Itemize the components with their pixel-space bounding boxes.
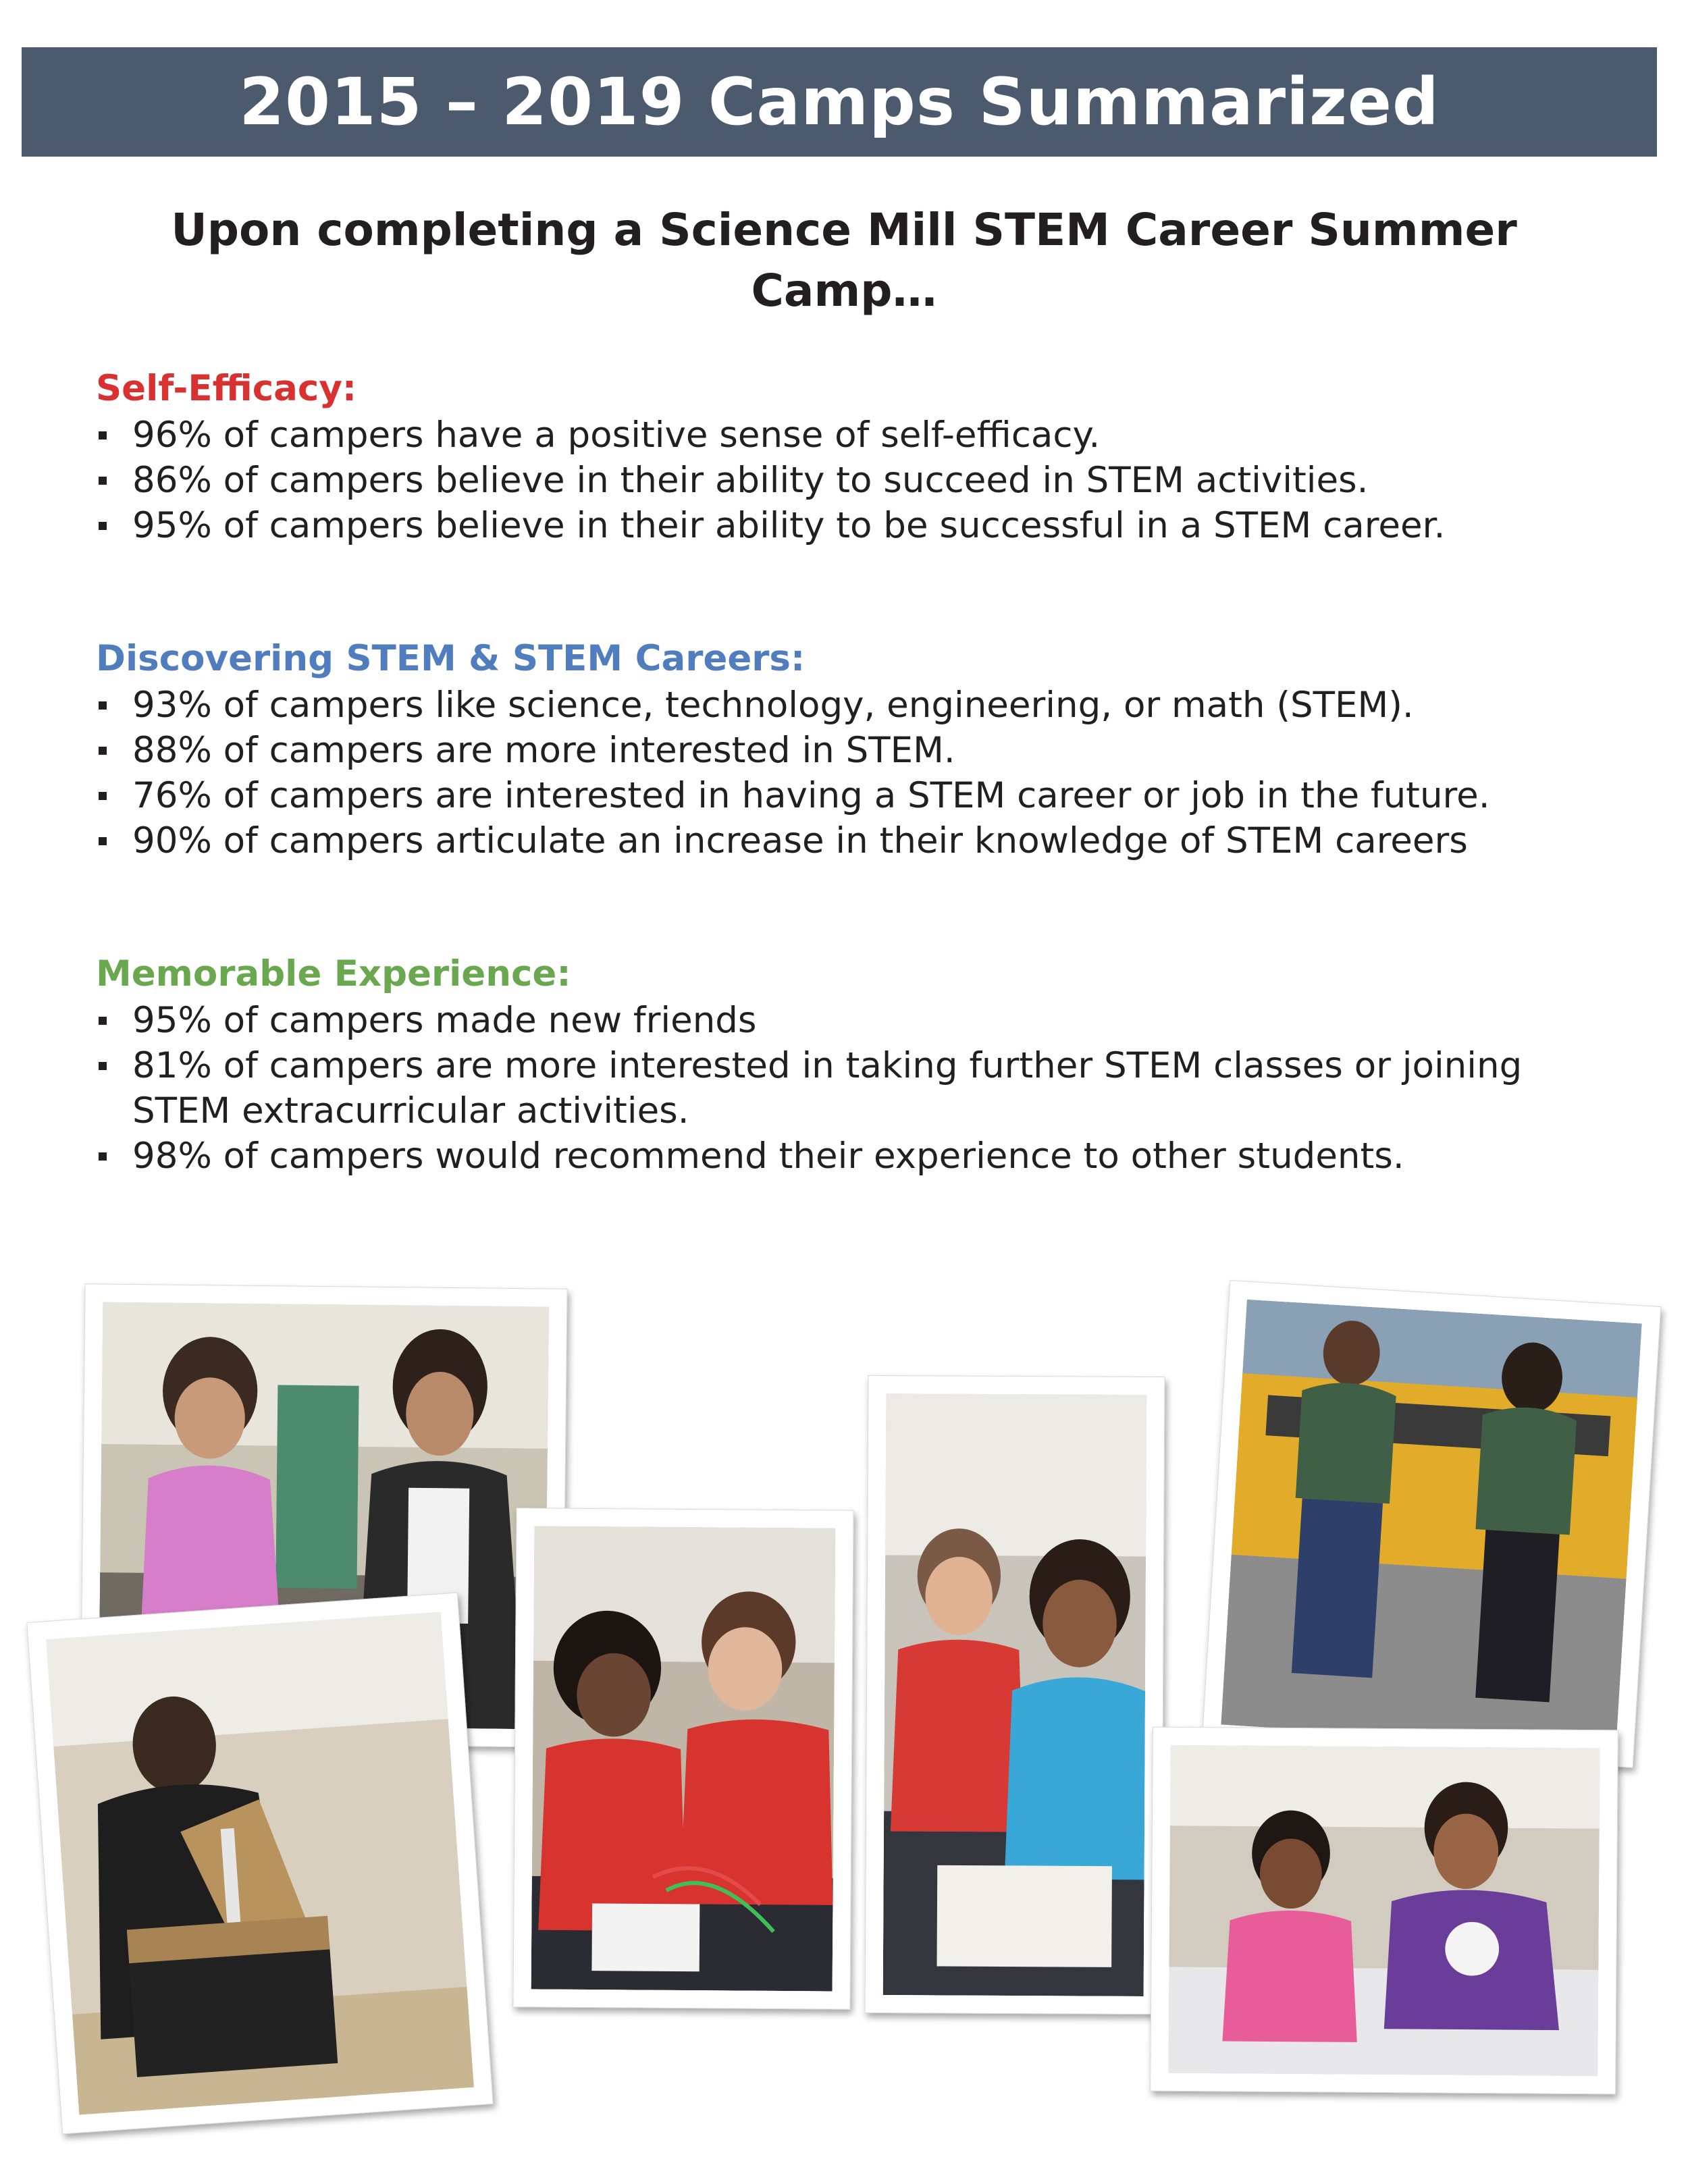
subtitle: Upon completing a Science Mill STEM Career Summer Camp… xyxy=(171,204,1517,317)
bullet-list xyxy=(96,998,1602,1179)
section-self-efficacy xyxy=(96,367,1602,548)
section-title: Self-Efficacy: xyxy=(96,368,357,409)
list-item: 93% of campers like science, technology, engineering, or math (STEM). xyxy=(96,683,1602,728)
bullet-list xyxy=(96,412,1602,548)
section-title: Memorable Experience: xyxy=(96,953,571,994)
list-item: 81% of campers are more interested in taking further STEM classes or joining STEM extracurricular activities. xyxy=(96,1043,1602,1134)
title-banner xyxy=(22,47,1657,157)
photo-girls-circuits xyxy=(512,1508,853,2009)
list-item: 86% of campers believe in their ability to succeed in STEM activities. xyxy=(96,458,1602,503)
photo-girls-goggles-lab xyxy=(865,1375,1165,2015)
photo-boy-cardboard-project xyxy=(26,1593,493,2135)
page-title: 2015 – 2019 Camps Summarized xyxy=(239,64,1440,140)
photo-kids-jumping-bus xyxy=(1202,1280,1662,1768)
list-item: 98% of campers would recommend their experience to other students. xyxy=(96,1134,1602,1179)
section-discovering-stem xyxy=(96,637,1602,863)
list-item: 76% of campers are interested in having a STEM career or job in the future. xyxy=(96,773,1602,818)
list-item: 90% of campers articulate an increase in their knowledge of STEM careers xyxy=(96,818,1602,863)
list-item: 95% of campers believe in their ability to be successful in a STEM career. xyxy=(96,503,1602,548)
list-item: 95% of campers made new friends xyxy=(96,998,1602,1043)
list-item: 88% of campers are more interested in STEM. xyxy=(96,728,1602,773)
list-item: 96% of campers have a positive sense of self-efficacy. xyxy=(96,412,1602,458)
section-title: Discovering STEM & STEM Careers: xyxy=(96,638,806,679)
photo-girls-craft-table xyxy=(1150,1727,1618,2095)
bullet-list xyxy=(96,683,1602,863)
section-memorable-experience xyxy=(96,952,1602,1179)
